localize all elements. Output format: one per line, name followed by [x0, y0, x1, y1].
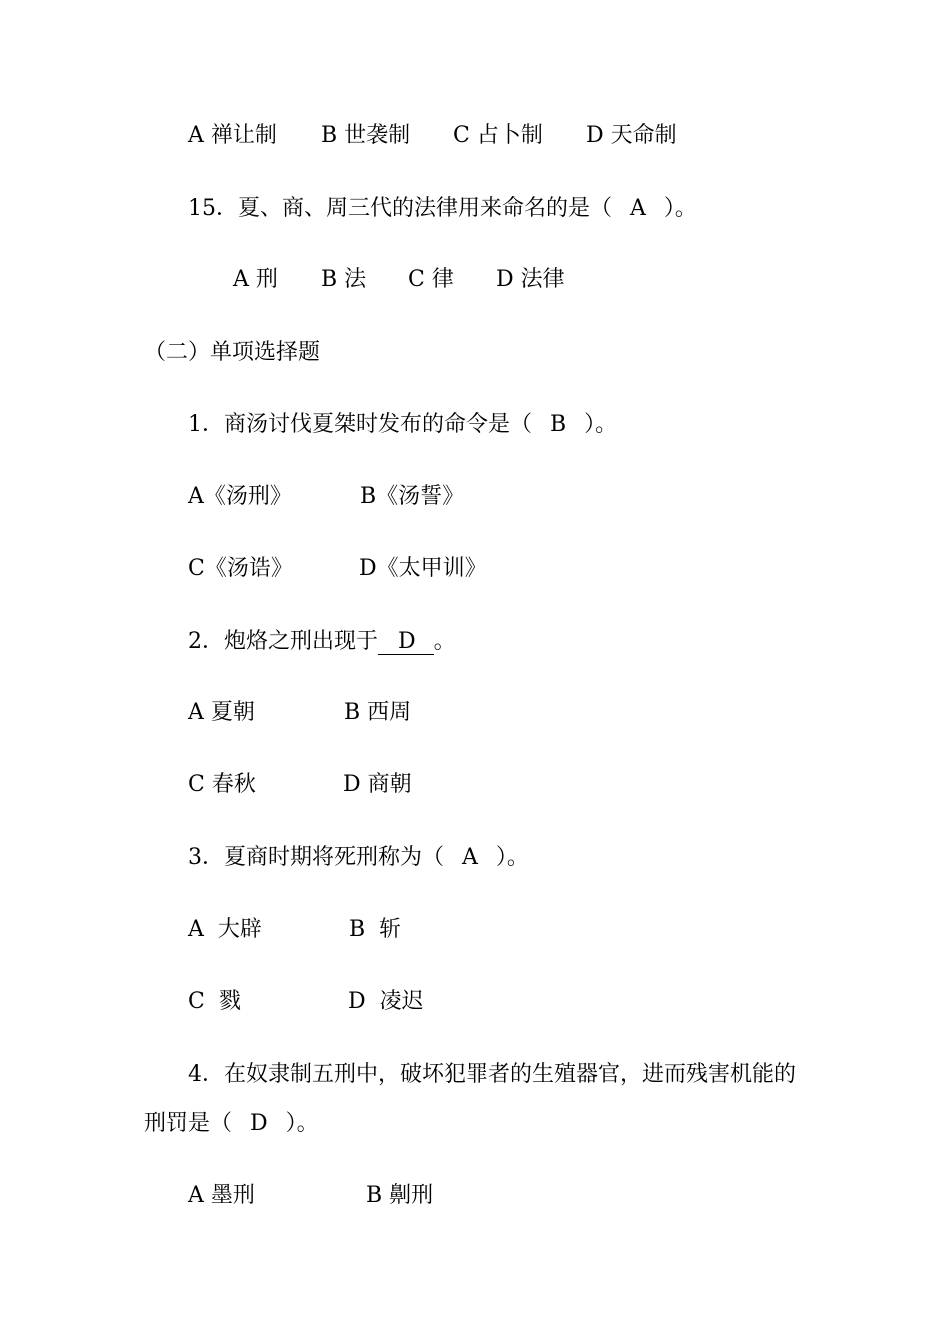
q4-stem-line2 — [144, 1110, 319, 1138]
option-b: B 斩 — [349, 917, 402, 942]
option-a: A 刑 — [233, 267, 278, 292]
option-a: A《汤刑》 — [188, 484, 292, 509]
option-d: D 凌迟 — [348, 989, 424, 1014]
question-text: 刑罚是（ — [144, 1111, 233, 1136]
option-c: C 戮 — [188, 989, 241, 1014]
question-text-end: ）。 — [663, 196, 697, 221]
option-b: B 法 — [321, 267, 367, 292]
option-a: A 大辟 — [188, 917, 262, 942]
option-a: A 夏朝 — [188, 700, 255, 725]
answer-blank: D — [378, 630, 434, 655]
question-text: 15．夏、商、周三代的法律用来命名的是（ — [188, 196, 612, 221]
option-c: C 律 — [408, 267, 454, 292]
answer-letter: A — [462, 845, 478, 870]
question-text-end: ）。 — [285, 1111, 319, 1136]
option-a: A 禅让制 — [188, 123, 277, 148]
q1-stem — [188, 411, 617, 439]
answer-letter: B — [550, 412, 567, 437]
option-d: D 天命制 — [586, 123, 677, 148]
question-text: 3．夏商时期将死刑称为（ — [188, 845, 444, 870]
option-d: D 商朝 — [343, 772, 412, 797]
option-b: B 劓刑 — [366, 1183, 434, 1208]
question-text: 1．商汤讨伐夏桀时发布的命令是（ — [188, 412, 532, 437]
option-c: C《汤诰》 — [188, 556, 293, 581]
option-b: B 世袭制 — [321, 123, 411, 148]
q15-stem — [188, 195, 697, 223]
option-d: D《太甲训》 — [359, 556, 487, 581]
q2-stem — [188, 628, 456, 656]
answer-letter: D — [250, 1111, 268, 1136]
question-text-end: ）。 — [584, 412, 618, 437]
question-text: 2．炮烙之刑出现于 — [188, 629, 378, 654]
question-text-end: ）。 — [495, 845, 529, 870]
option-c: C 占卜制 — [453, 123, 543, 148]
option-b: B《汤誓》 — [360, 484, 465, 509]
q4-stem-line1: 4．在奴隶制五刑中，破坏犯罪者的生殖器官，进而残害机能的 — [188, 1062, 796, 1087]
q3-stem — [188, 844, 529, 872]
question-text-end: 。 — [433, 629, 456, 654]
option-d: D 法律 — [496, 267, 565, 292]
section-heading: （二）单项选择题 — [144, 340, 321, 365]
option-a: A 墨刑 — [188, 1183, 255, 1208]
option-b: B 西周 — [344, 700, 412, 725]
answer-letter: A — [630, 196, 646, 221]
option-c: C 春秋 — [188, 772, 256, 797]
